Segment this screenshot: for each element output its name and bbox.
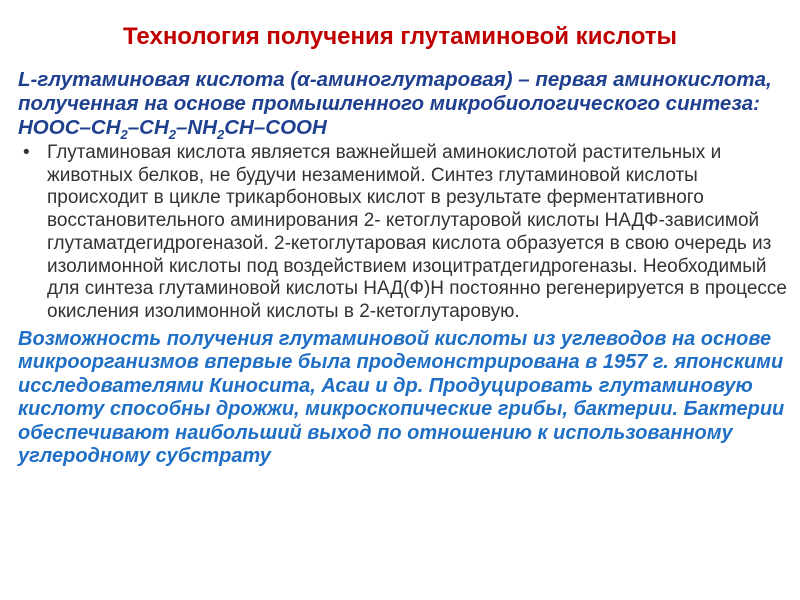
slide-content	[18, 68, 788, 469]
formula-subscript-1: 2	[120, 127, 128, 142]
slide-title: Технология получения глутаминовой кислоты	[122, 23, 678, 50]
formula-mid: –СН	[127, 116, 169, 139]
formula-mid-2: –NН	[176, 116, 218, 139]
formula-tail: СН–СООН	[224, 116, 327, 139]
bullet-marker: •	[23, 142, 30, 163]
bullet-item	[18, 142, 788, 324]
intro-text: L-глутаминовая кислота (α-аминоглутаровая) – первая аминокислота, полученная на основе промышленного микробиологического синтеза: НООС–СН	[18, 68, 772, 139]
closing-paragraph: Возможность получения глутаминовой кислоты из углеводов на основе микроорганизмов впервые была продемонстрирована в 1957 г. японскими исследователями Киносита, Асаи и др. Продуцировать глутаминовую кислоту способны дрожжи, микроскопические грибы, бактерии. Бактерии обеспечивают наибольший выход по отношению к использованному углеродному субстрату	[18, 327, 785, 468]
intro-paragraph	[18, 68, 788, 140]
formula-subscript-3: 2	[217, 127, 225, 142]
formula-subscript-2: 2	[168, 127, 176, 142]
bullet-text: Глутаминовая кислота является важнейшей аминокислотой растительных и животных белков, не будучи незаменимой. Синтез глутаминовой кислоты происходит в цикле трикарбоновых кислот в результате ферментативного восстановительного аминирования 2- кетоглутаровой кислоты НАДФ-зависимой глутаматдегидрогеназой. 2-кетоглутаровая кислота образуется в свою очередь из изолимонной кислоты под воздействием изоцитратдегидрогеназы. Необходимый для синтеза глутаминовой кислоты НАД(Ф)Н постоянно регенерируется в процессе окисления изолимонной кислоты в 2-кетоглутаровую.	[47, 142, 787, 322]
